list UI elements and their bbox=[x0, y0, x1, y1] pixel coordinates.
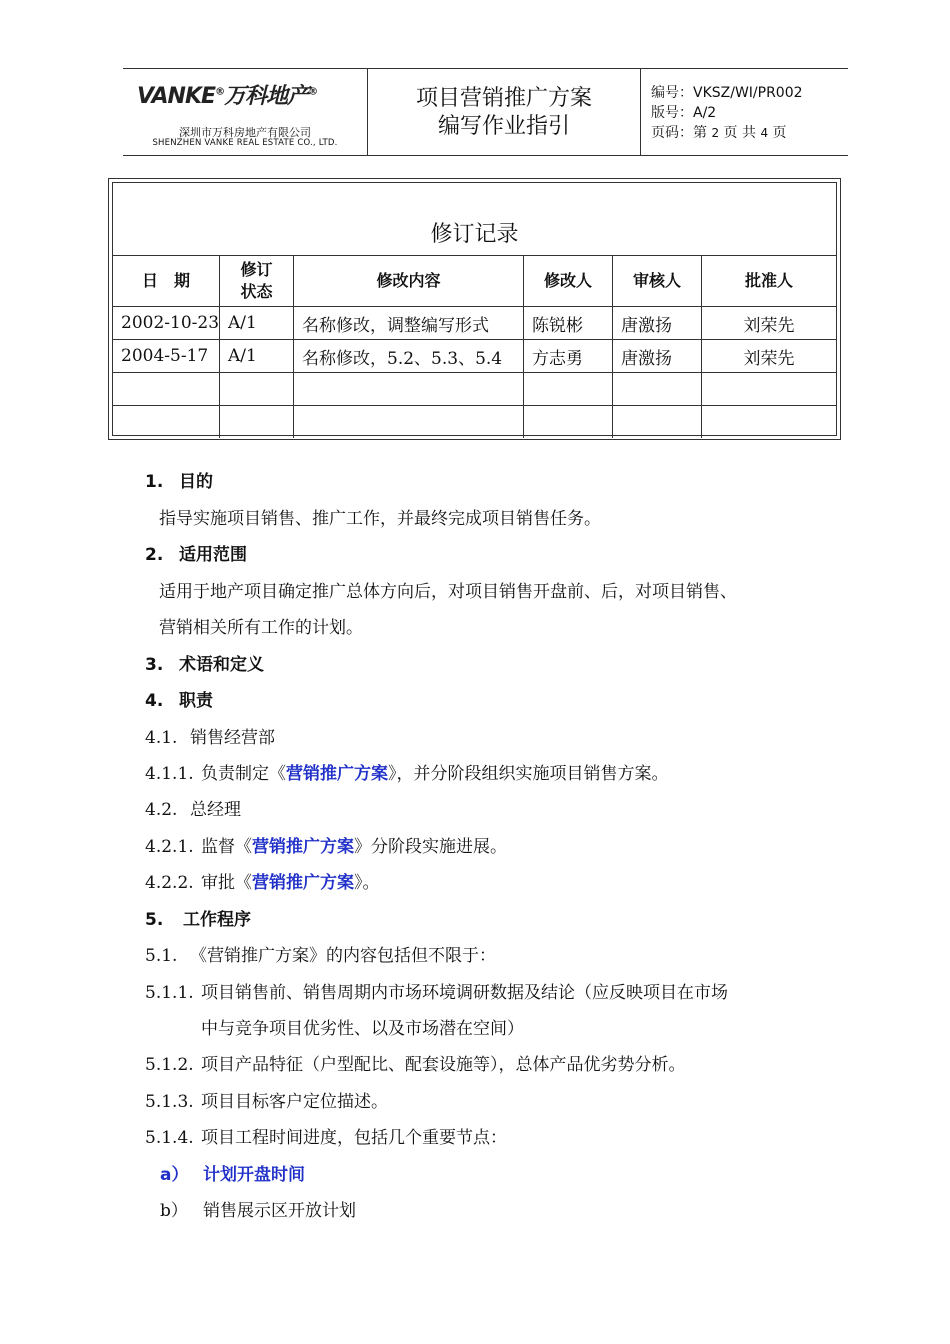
revision-title: 修订记录 bbox=[430, 222, 519, 247]
section-4-heading: 4. 职责 bbox=[145, 691, 213, 711]
document-title bbox=[368, 85, 640, 141]
doc-number: 编号：VKSZ/WI/PR002 bbox=[651, 85, 803, 101]
page-info: 页码：第 2 页 共 4 页 bbox=[651, 125, 787, 141]
company-name-cn: 深圳市万科房地产有限公司 bbox=[179, 126, 311, 139]
doc-version: 版号：A/2 bbox=[651, 105, 717, 121]
table-row bbox=[113, 373, 836, 406]
section-4-2-2: 4.2.2. 审批《营销推广方案》。 bbox=[145, 873, 380, 893]
page-number: 2 bbox=[711, 126, 720, 140]
section-5-1-2: 5.1.2. 项目产品特征（户型配比、配套设施等），总体产品优劣势分析。 bbox=[145, 1055, 686, 1075]
section-2-text-1: 适用于地产项目确定推广总体方向后，对项目销售开盘前、后，对项目销售、 bbox=[159, 582, 737, 602]
section-5-1: 5.1. 《营销推广方案》的内容包括但不限于： bbox=[145, 946, 496, 966]
header-status: 修订状态 bbox=[220, 256, 294, 307]
logo-text-cn: 万科地产 bbox=[224, 84, 309, 109]
section-5-1-3: 5.1.3. 项目目标客户定位描述。 bbox=[145, 1092, 388, 1112]
section-1-text: 指导实施项目销售、推广工作，并最终完成项目销售任务。 bbox=[159, 509, 601, 529]
vanke-logo: VANKE®万科地产® bbox=[137, 84, 318, 109]
section-4-2: 4.2. 总经理 bbox=[145, 800, 241, 820]
section-5-1-1-cont: 中与竞争项目优劣性、以及市场潜在空间） bbox=[201, 1019, 524, 1039]
revision-record bbox=[108, 178, 841, 440]
section-5-1-1: 5.1.1. 项目销售前、销售周期内市场环境调研数据及结论（应反映项目在市场 bbox=[145, 983, 728, 1003]
header-modifier: 修改人 bbox=[524, 256, 613, 307]
header-date: 日 期 bbox=[113, 256, 220, 307]
section-2-heading: 2. 适用范围 bbox=[145, 545, 247, 565]
table-row: 2004-5-17 A/1 名称修改，5.2、5.3、5.4 方志勇 唐激扬 刘荣先 bbox=[113, 340, 836, 373]
section-2-text-2: 营销相关所有工作的计划。 bbox=[159, 618, 363, 638]
section-5-1-4: 5.1.4. 项目工程时间进度，包括几个重要节点： bbox=[145, 1128, 507, 1148]
item-a: a） 计划开盘时间 bbox=[160, 1165, 305, 1185]
logo-text-en: VANKE bbox=[137, 84, 216, 109]
section-4-1-1: 4.1.1. 负责制定《营销推广方案》，并分阶段组织实施项目销售方案。 bbox=[145, 764, 669, 784]
page-total: 4 bbox=[760, 126, 769, 140]
table-header-row bbox=[113, 256, 836, 307]
document-header bbox=[123, 68, 848, 156]
table-row: 2002-10-23 A/1 名称修改，调整编写形式 陈锐彬 唐激扬 刘荣先 bbox=[113, 307, 836, 340]
header-meta-cell bbox=[641, 69, 848, 155]
revision-table bbox=[113, 255, 836, 438]
table-row bbox=[113, 406, 836, 439]
item-b: b） 销售展示区开放计划 bbox=[160, 1201, 356, 1221]
section-1-heading: 1. 目的 bbox=[145, 472, 213, 492]
section-5-heading: 5. 工作程序 bbox=[145, 910, 251, 930]
section-3-heading: 3. 术语和定义 bbox=[145, 655, 264, 675]
header-logo-cell bbox=[123, 69, 368, 155]
header-reviewer: 审核人 bbox=[613, 256, 702, 307]
header-approver: 批准人 bbox=[702, 256, 836, 307]
title-line-1: 项目营销推广方案 bbox=[415, 86, 592, 111]
document-meta bbox=[651, 83, 803, 143]
section-4-2-1: 4.2.1. 监督《营销推广方案》分阶段实施进展。 bbox=[145, 837, 507, 857]
header-content: 修改内容 bbox=[294, 256, 524, 307]
header-title-cell bbox=[368, 69, 641, 155]
company-name-en: SHENZHEN VANKE REAL ESTATE CO., LTD. bbox=[152, 138, 338, 148]
title-line-2: 编写作业指引 bbox=[437, 114, 570, 139]
section-4-1: 4.1. 销售经营部 bbox=[145, 728, 275, 748]
